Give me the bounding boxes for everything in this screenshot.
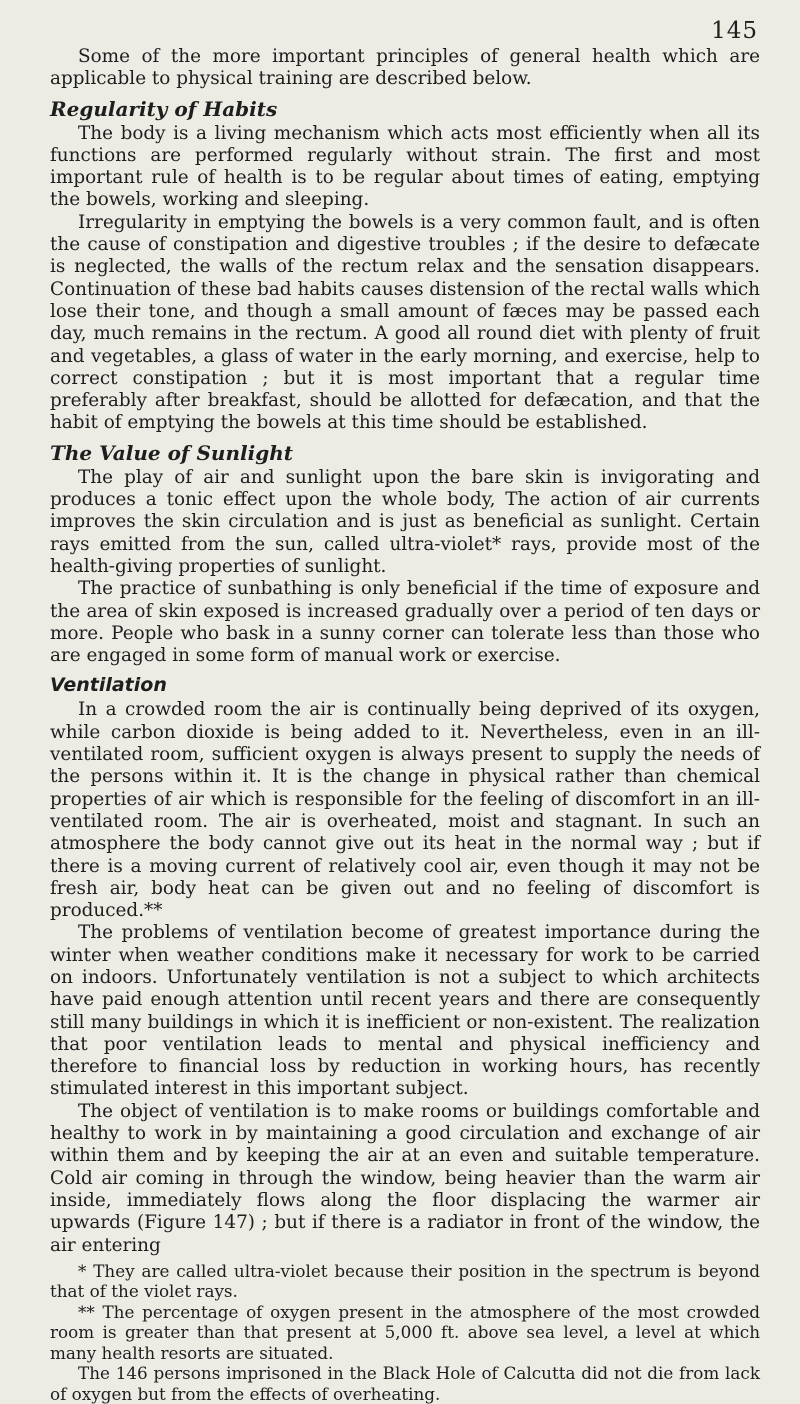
intro-paragraph: Some of the more important principles of general health which are applicable to physical training are described below. [50,46,760,90]
section-heading-sunlight: The Value of Sunlight [50,440,293,465]
page-number: 145 [711,18,758,44]
section-heading-ventilation: Ventilation [50,674,167,697]
paragraph: The problems of ventilation become of greatest importance during the winter when weather conditions make it necessary for work to be carried on indoors. Unfortunately ventilation is not a subject to which architects have paid enough attention until recent years and there are consequently still many buildings in which it is inefficient or non-existent. The realization that poor ventilation leads to mental and physical inefficiency and therefore to financial loss by reduction in working hours, has recently stimulated interest in this important subject. [50,922,760,1100]
footnote: The 146 persons imprisoned in the Black Hole of Calcutta did not die from lack of oxygen but from the effects of overheating. [50,1363,760,1404]
paragraph: The body is a living mechanism which acts most efficiently when all its functions are performed regularly without strain. The first and most important rule of health is to be regular about times of eating, emptying the bowels, working and sleeping. [50,122,760,211]
paragraph: In a crowded room the air is continually being deprived of its oxygen, while carbon dioxide is being added to it. Nevertheless, even in an ill-ventilated room, sufficient oxygen is always present to supply the needs of the persons within it. It is the change in physical rather than chemical properties of air which is responsible for the feeling of discomfort in an ill-ventilated room. The air is overheated, moist and stagnant. In such an atmosphere the body cannot give out its heat in the normal way ; but if there is a moving current of relatively cool air, even though it may not be fresh air, body heat can be given out and no feeling of discomfort is produced.** [50,699,760,922]
footnote: * They are called ultra-violet because their position in the spectrum is beyond that of the violet rays. [50,1260,760,1302]
paragraph: Irregularity in emptying the bowels is a very common fault, and is often the cause of constipation and digestive troubles ; if the desire to defæcate is neglected, the walls of the rectum relax and the sensation disappears. Continuation of these bad habits causes distension of the rectal walls which lose their tone, and though a small amount of fæces may be passed each day, much remains in the rectum. A good all round diet with plenty of fruit and vegetables, a glass of water in the early morning, and exercise, help to correct constipation ; but it is most important that a regular time preferably after breakfast, should be allotted for defæcation, and that the habit of emptying the bowels at this time should be established. [50,211,760,434]
footnote: ** The percentage of oxygen present in the atmosphere of the most crowded room is greater than that present at 5,000 ft. above sea level, a level at which many health resorts are situated. [50,1301,760,1363]
paragraph: The play of air and sunlight upon the bare skin is invigorating and produces a tonic effect upon the whole body, The action of air currents improves the skin circulation and is just as beneficial as sunlight. Certain rays emitted from the sun, called ultra-violet* rays, provide most of the health-giving properties of sunlight. [50,466,760,577]
paragraph: The practice of sunbathing is only beneficial if the time of exposure and the area of skin exposed is increased gradually over a period of ten days or more. People who bask in a sunny corner can tolerate less than those who are engaged in some form of manual work or exercise. [50,578,760,667]
section-heading-regularity: Regularity of Habits [50,96,278,121]
paragraph: The object of ventilation is to make rooms or buildings comfortable and healthy to work in by maintaining a good circulation and exchange of air within them and by keeping the air at an even and suitable temperature. Cold air coming in through the window, being heavier than the warm air inside, immediately flows along the floor displacing the warmer air upwards (Figure 147) ; but if there is a radiator in front of the window, the air entering [50,1100,760,1256]
page-content [50,0,760,1404]
